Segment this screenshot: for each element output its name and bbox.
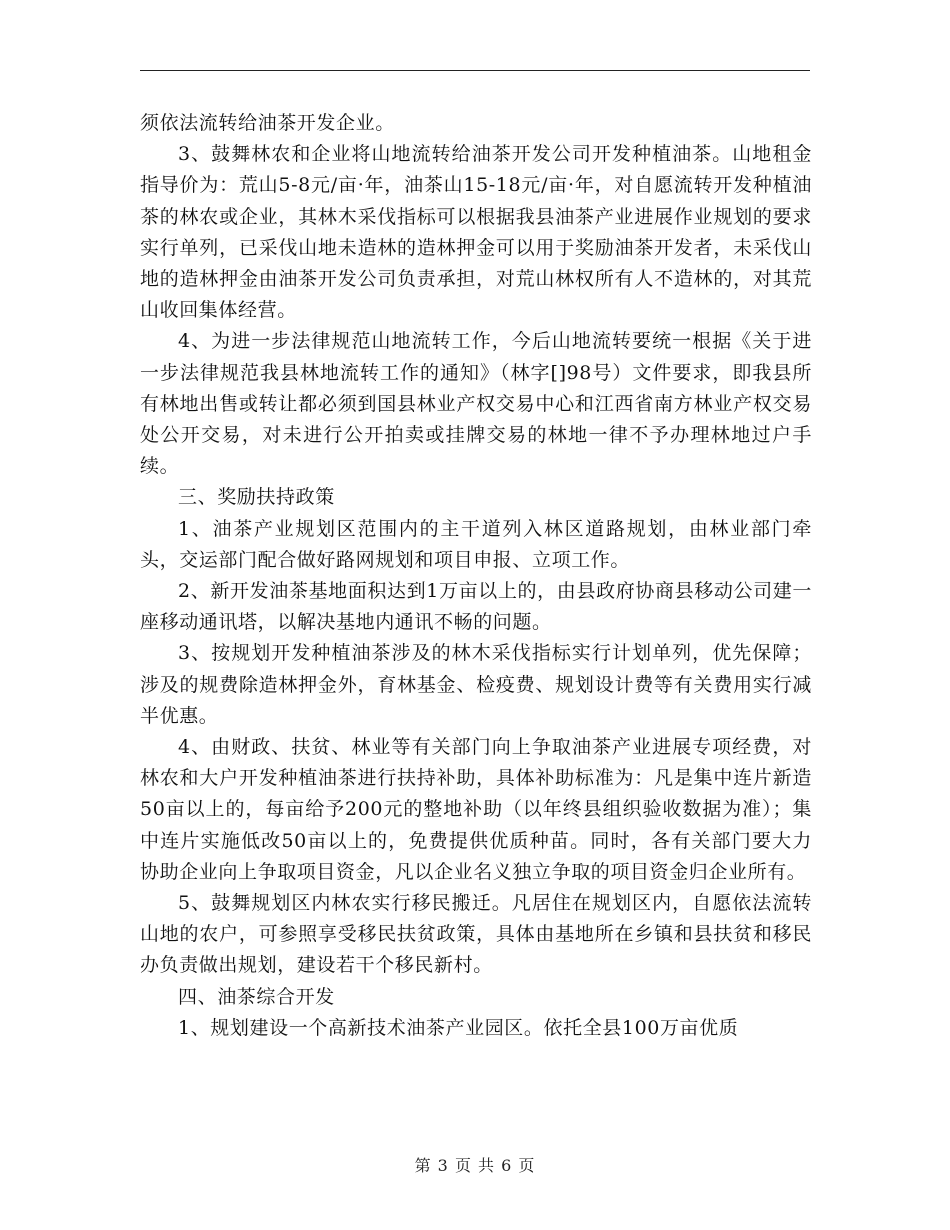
paragraph-incentive-4-subsidy: 4、由财政、扶贫、林业等有关部门向上争取油茶产业进展专项经费，对林农和大户开发种植油茶进行扶持补助，具体补助标准为：凡是集中连片新造50亩以上的，每亩给予200元的整地补助（以年终县组织验收数据为准）；集中连片实施低改50亩以上的，免费提供优质种苗。同时，各有关部门要大力协助企业向上争取项目资金，凡以企业名义独立争取的项目资金归企业所有。 <box>140 736 812 883</box>
paragraph-development-1-park: 1、规划建设一个高新技术油茶产业园区。依托全县100万亩优质 <box>178 1016 739 1039</box>
paragraph-continuation: 须依法流转给油茶开发企业。 <box>140 112 395 134</box>
paragraph-incentive-3-logging-quota: 3、按规划开发种植油茶涉及的林木采伐指标实行计划单列，优先保障；涉及的规费除造林押金外，育林基金、检疫费、规划设计费等有关费用实行减半优惠。 <box>140 642 812 727</box>
paragraph-incentive-5-relocation: 5、鼓舞规划区内林农实行移民搬迁。凡居住在规划区内，自愿依法流转山地的农户，可参照享受移民扶贫政策，具体由基地所在乡镇和县扶贫和移民办负责做出规划，建设若干个移民新村。 <box>140 892 812 977</box>
paragraph-incentive-1-roads: 1、油茶产业规划区范围内的主干道列入林区道路规划，由林业部门牵头，交运部门配合做好路网规划和项目申报、立项工作。 <box>140 517 812 571</box>
document-body <box>140 108 812 1044</box>
section-heading-incentives: 三、奖励扶持政策 <box>178 486 335 509</box>
header-rule <box>140 70 810 71</box>
page-number-footer: 第 3 页 共 6 页 <box>414 1156 536 1175</box>
section-heading-development: 四、油茶综合开发 <box>178 985 335 1008</box>
paragraph-item-3-land-transfer: 3、鼓舞林农和企业将山地流转给油茶开发公司开发种植油茶。山地租金指导价为：荒山5-8元/亩·年，油茶山15-18元/亩·年，对自愿流转开发种植油茶的林农或企业，其林木采伐指标可以根据我县油茶产业进展作业规划的要求实行单列，已采伐山地未造林的造林押金可以用于奖励油茶开发者，未采伐山地的造林押金由油茶开发公司负责承担，对荒山林权所有人不造林的，对其荒山收回集体经营。 <box>140 143 812 322</box>
paragraph-incentive-2-telecom: 2、新开发油茶基地面积达到1万亩以上的，由县政府协商县移动公司建一座移动通讯塔，以解决基地内通讯不畅的问题。 <box>140 580 812 634</box>
paragraph-item-4-regulation: 4、为进一步法律规范山地流转工作，今后山地流转要统一根据《关于进一步法律规范我县林地流转工作的通知》（林字[]98号）文件要求，即我县所有林地出售或转让都必须到国县林业产权交易中心和江西省南方林业产权交易处公开交易，对未进行公开拍卖或挂牌交易的林地一律不予办理林地过户手续。 <box>140 330 812 478</box>
